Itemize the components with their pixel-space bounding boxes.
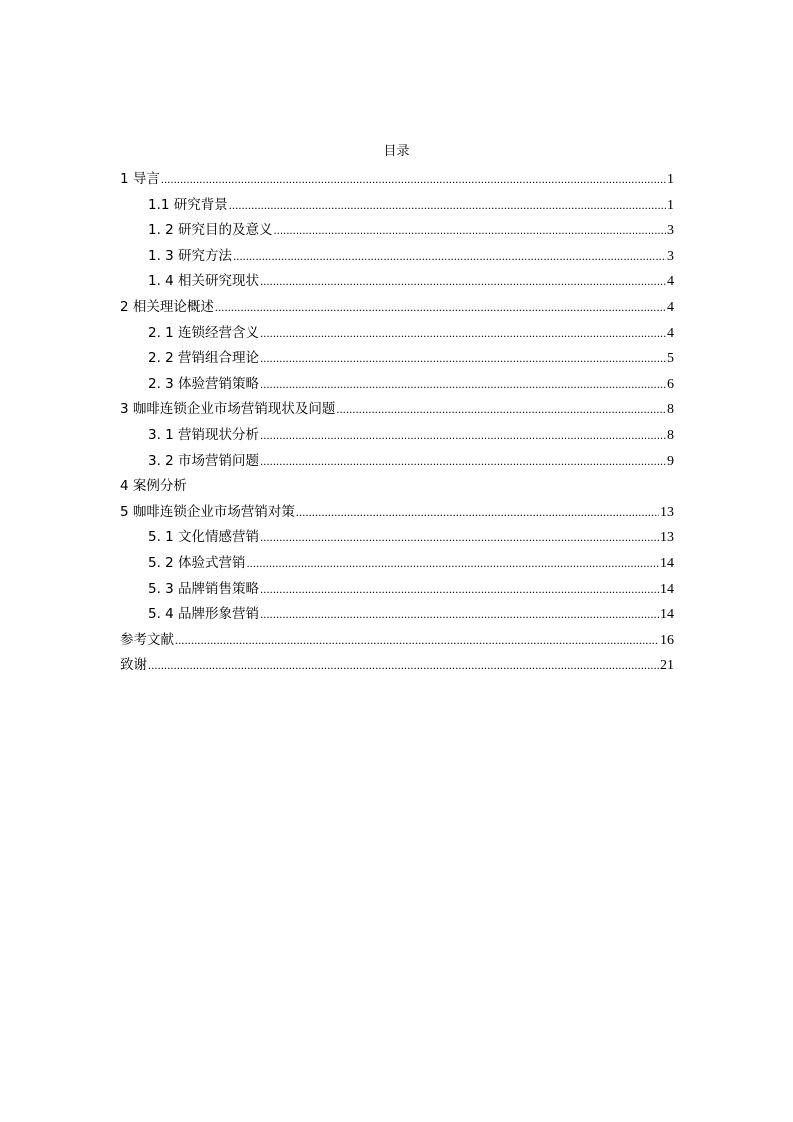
- dot-leader: [175, 628, 659, 654]
- toc-entry[interactable]: [120, 551, 674, 577]
- toc-entry-page: 21: [660, 658, 674, 674]
- toc-entry[interactable]: [120, 500, 674, 526]
- toc-entry[interactable]: [120, 218, 674, 244]
- toc-entry-label: 1. 4 相关研究现状: [148, 273, 260, 290]
- table-of-contents: [120, 167, 674, 679]
- toc-entry-page: 4: [667, 274, 674, 290]
- toc-entry-page: 9: [667, 453, 674, 469]
- toc-entry-page: 3: [667, 248, 674, 264]
- toc-entry-page: 13: [660, 504, 674, 520]
- toc-entry[interactable]: [120, 346, 674, 372]
- toc-entry-label: 3. 2 市场营销问题: [148, 452, 260, 469]
- dot-leader: [260, 449, 666, 475]
- toc-entry-label: 5 咖啡连锁企业市场营销对策: [120, 503, 295, 520]
- dot-leader: [247, 551, 659, 577]
- toc-entry[interactable]: [120, 525, 674, 551]
- toc-entry-label: 1. 2 研究目的及意义: [148, 222, 273, 239]
- toc-entry-page: 14: [660, 581, 674, 597]
- toc-entry-page: 6: [667, 376, 674, 392]
- toc-entry-label: 5. 2 体验式营销: [148, 554, 246, 571]
- toc-entry[interactable]: [120, 244, 674, 270]
- toc-entry[interactable]: [120, 193, 674, 219]
- toc-title: 目录: [383, 144, 410, 159]
- toc-entry-label: 2. 3 体验营销策略: [148, 375, 260, 392]
- dot-leader: [260, 269, 666, 295]
- dot-leader: [215, 295, 666, 321]
- toc-entry[interactable]: [120, 397, 674, 423]
- toc-entry[interactable]: [120, 167, 674, 193]
- toc-entry-label: 2 相关理论概述: [120, 298, 214, 315]
- toc-entry-label: 5. 3 品牌销售策略: [148, 580, 260, 597]
- dot-leader: [229, 193, 666, 219]
- dot-leader: [296, 500, 659, 526]
- dot-leader: [260, 346, 666, 372]
- toc-entry[interactable]: [120, 321, 674, 347]
- toc-entry-label: 致谢: [120, 657, 147, 674]
- toc-entry[interactable]: [120, 269, 674, 295]
- toc-entry-page: 4: [667, 299, 674, 315]
- toc-entry-page: 1: [667, 172, 674, 187]
- toc-entry[interactable]: [120, 372, 674, 398]
- dot-leader: [336, 397, 666, 423]
- toc-entry-page: 14: [660, 607, 674, 623]
- dot-leader: [274, 218, 666, 244]
- toc-entry-label: 3 咖啡连锁企业市场营销现状及问题: [120, 401, 336, 418]
- toc-entry-label: 5. 1 文化情感营销: [148, 529, 260, 546]
- toc-entry[interactable]: [120, 295, 674, 321]
- toc-entry-page: 3: [667, 223, 674, 239]
- toc-entry-label: 参考文献: [120, 631, 174, 648]
- toc-entry[interactable]: [120, 577, 674, 603]
- toc-entry[interactable]: [120, 474, 674, 500]
- dot-leader: [148, 653, 659, 679]
- toc-entry-page: 4: [667, 325, 674, 341]
- dot-leader: [260, 321, 666, 347]
- toc-entry-page: 1: [667, 197, 674, 213]
- toc-entry-label: 1. 3 研究方法: [148, 247, 233, 264]
- toc-entry-page: 5: [667, 351, 674, 367]
- dot-leader: [260, 372, 666, 398]
- toc-entry-label: 3. 1 营销现状分析: [148, 426, 260, 443]
- toc-entry[interactable]: [120, 628, 674, 654]
- toc-entry-page: 8: [667, 427, 674, 443]
- dot-leader: [260, 525, 659, 551]
- toc-entry[interactable]: [120, 449, 674, 475]
- toc-entry-label: 2. 1 连锁经营含义: [148, 324, 260, 341]
- toc-entry-label: 2. 2 营销组合理论: [148, 350, 260, 367]
- toc-entry-label: 5. 4 品牌形象营销: [148, 606, 260, 623]
- dot-leader: [233, 244, 666, 270]
- toc-entry[interactable]: [120, 653, 674, 679]
- toc-entry-label: 4 案例分析: [120, 478, 187, 495]
- toc-entry-page: 8: [667, 402, 674, 418]
- toc-entry-page: 14: [660, 555, 674, 571]
- toc-entry-label: 1.1 研究背景: [148, 196, 228, 213]
- dot-leader: [260, 577, 659, 603]
- toc-entry[interactable]: [120, 423, 674, 449]
- dot-leader: [260, 602, 659, 628]
- toc-entry-page: 13: [660, 530, 674, 546]
- dot-leader: [161, 167, 666, 193]
- toc-entry-page: 16: [660, 632, 674, 648]
- toc-entry[interactable]: [120, 602, 674, 628]
- dot-leader: [260, 423, 666, 449]
- toc-entry-label: 1 导言: [120, 171, 160, 187]
